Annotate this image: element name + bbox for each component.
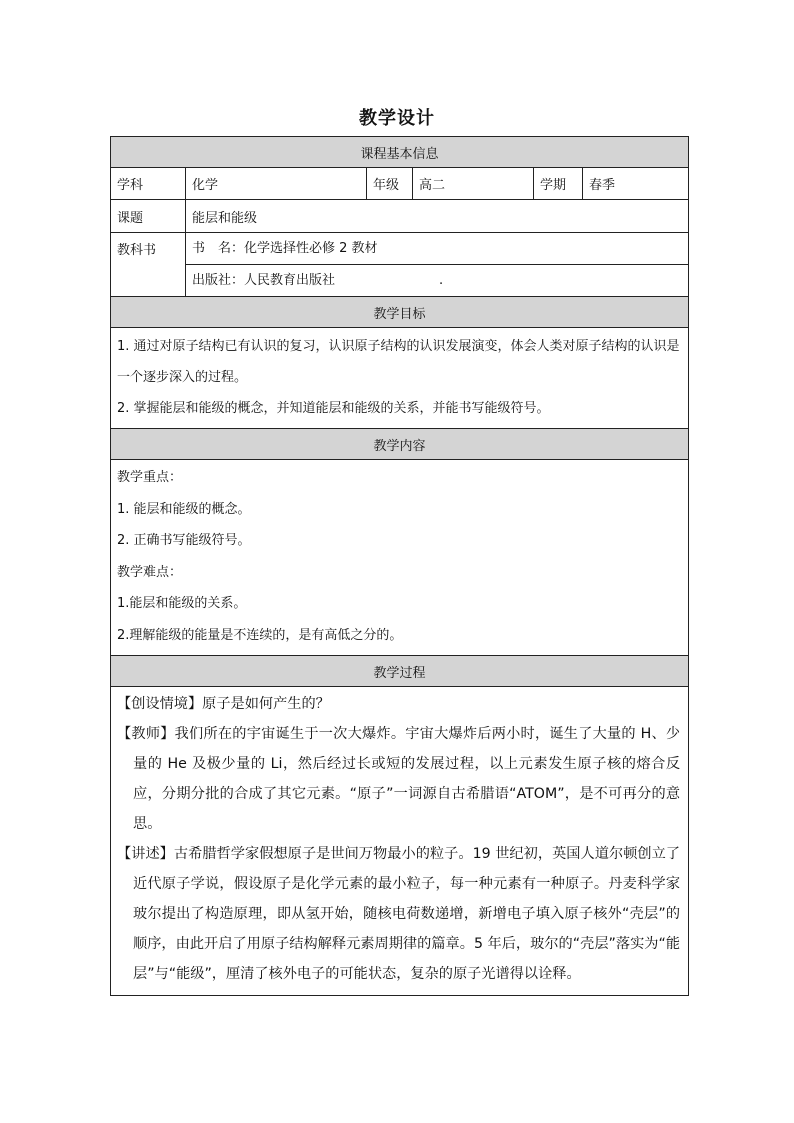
term-label: 学期 (534, 168, 583, 200)
difficulty-item: 2.理解能级的能量是不连续的，是有高低之分的。 (117, 627, 403, 643)
textbook-label: 教科书 (111, 233, 186, 297)
objectives-row (111, 328, 689, 429)
content-row (111, 460, 689, 656)
difficulty-item: 1.能层和能级的关系。 (117, 596, 247, 611)
term-value: 春季 (583, 168, 689, 200)
subject-label: 学科 (111, 168, 186, 200)
process-row (111, 687, 689, 996)
content-cell (111, 460, 689, 656)
grade-value: 高二 (413, 168, 534, 200)
key-points-label: 教学重点： (117, 470, 183, 485)
grade-label: 年级 (367, 168, 413, 200)
process-paragraph: 【讲述】古希腊哲学家假想原子是世间万物最小的粒子。19 世纪初，英国人道尔顿创立了近代原子学说，假设原子是化学元素的最小粒子，每一种元素有一种原子。丹麦科学家玻尔提出了构造原理，即从氢开始，随核电荷数递增，新增电子填入原子核外“壳层”的顺序，由此开启了用原子结构解释元素周期律的篇章。5 年后，玻尔的“壳层”落实为“能层”与“能级”，厘清了核外电子的可能状态，复杂的原子光谱得以诠释。 (117, 846, 681, 982)
document-title: 教学设计 (359, 108, 435, 129)
process-paragraph: 【教师】我们所在的宇宙诞生于一次大爆炸。宇宙大爆炸后两小时，诞生了大量的 H、少量的 He 及极少量的 Li，然后经过长或短的发展过程，以上元素发生原子核的熔合反应，分期分批的合成了其它元素。“原子”一词源自古希腊语“ATOM”，是不可再分的意思。 (117, 726, 681, 832)
textbook-row (111, 233, 689, 297)
key-point-item: 1. 能层和能级的概念。 (117, 501, 251, 517)
process-header-row (111, 656, 689, 687)
basic-info-header-row (111, 137, 689, 168)
subject-grade-term-row (111, 168, 689, 200)
difficulties-label: 教学难点： (117, 564, 183, 580)
subject-value: 化学 (186, 168, 367, 200)
textbook-details (186, 233, 689, 297)
objective-item: 2. 掌握能层和能级的概念，并知道能层和能级的关系，并能书写能级符号。 (117, 401, 550, 416)
topic-row (111, 200, 689, 233)
objectives-header: 教学目标 (111, 297, 689, 328)
objectives-header-row (111, 297, 689, 328)
content-header: 教学内容 (111, 429, 689, 460)
objective-item: 1. 通过对原子结构已有认识的复习，认识原子结构的认识发展演变，体会人类对原子结构的认识是一个逐步深入的过程。 (117, 339, 680, 385)
publisher-line: 出版社：人民教育出版社 . (186, 264, 688, 296)
objectives-cell (111, 328, 689, 429)
lesson-design-table (110, 136, 689, 996)
process-header: 教学过程 (111, 656, 689, 687)
book-name-line: 书 名：化学选择性必修 2 教材 (192, 241, 378, 256)
content-header-row (111, 429, 689, 460)
basic-info-header: 课程基本信息 (111, 137, 689, 168)
key-point-item: 2. 正确书写能级符号。 (117, 533, 251, 548)
topic-value: 能层和能级 (186, 200, 689, 233)
process-paragraph: 【创设情境】原子是如何产生的？ (117, 696, 330, 712)
topic-label: 课题 (111, 200, 186, 233)
process-cell (111, 687, 689, 996)
